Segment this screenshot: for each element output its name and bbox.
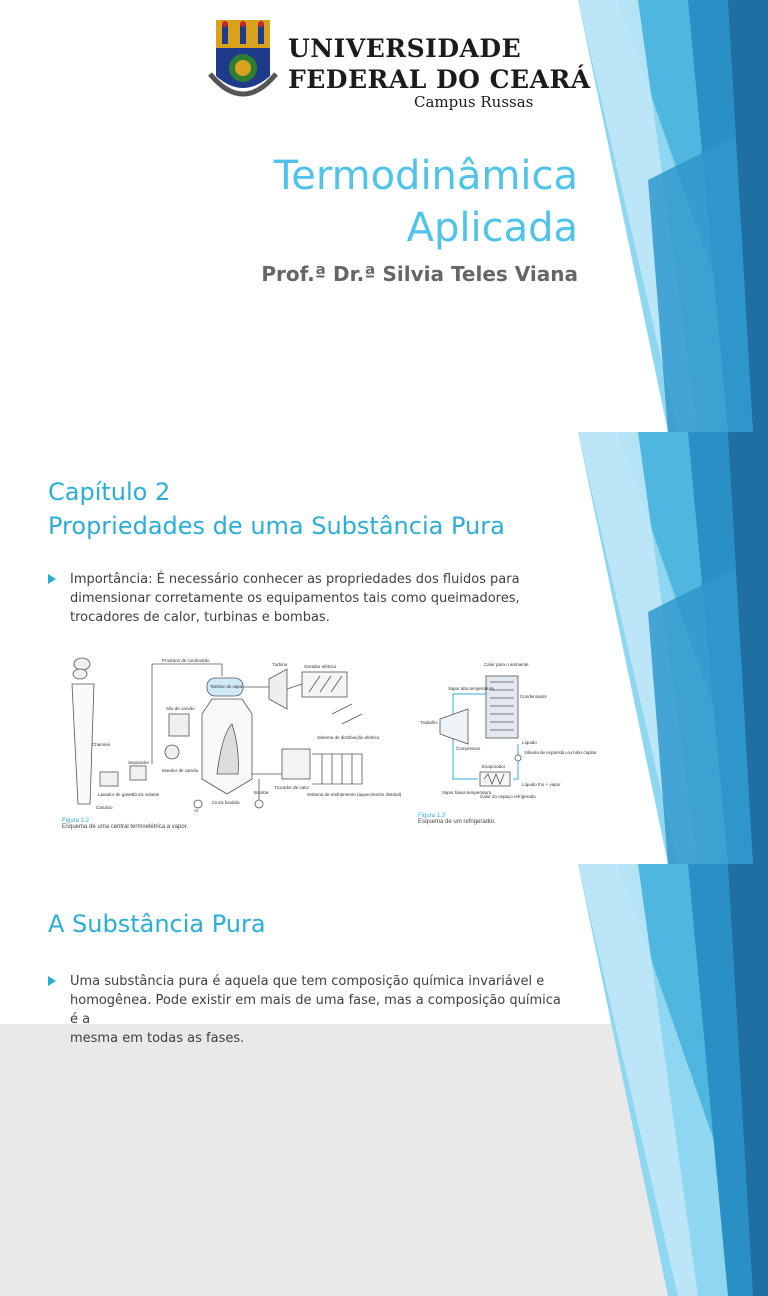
campus-name: Campus Russas [414, 93, 534, 111]
label-gerador: Gerador elétrico [304, 664, 337, 669]
label-compressor: Compressor [456, 746, 481, 751]
label-cinza-fundida: Cinza fundida [212, 800, 240, 805]
label-separador: Separador [128, 760, 150, 765]
decorative-triangles [578, 432, 768, 864]
label-liquido: Líquido [522, 740, 537, 745]
label-trabalho: Trabalho [420, 720, 438, 725]
label-evaporador: Evaporador [482, 764, 506, 769]
author-name: Prof.ª Dr.ª Silvia Teles Viana [261, 262, 578, 286]
figure-power-plant [62, 654, 402, 834]
label-vapor-alta: Vapor alta temperatura [448, 686, 494, 691]
label-ar: Ar [194, 808, 199, 813]
refrigerator-diagram [418, 654, 597, 809]
label-chamine: Chaminé [92, 742, 111, 747]
label-vapor-baixa: Vapor baixa temperatura [442, 790, 492, 795]
label-sistema-dist: Sistema de distribuição elétrico [317, 735, 380, 740]
label-silo: Silo de carvão [166, 706, 195, 711]
label-lavador: Lavador de gases [98, 792, 134, 797]
figure1-caption: Esquema de uma central termoelétrica a vapor. [62, 824, 189, 830]
bullet-arrow-icon [48, 976, 56, 986]
label-turbina: Turbina [272, 662, 288, 667]
bullet-line3: mesma em todas as fases. [70, 1031, 245, 1046]
bullet-line3: trocadores de calor, turbinas e bombas. [70, 610, 330, 625]
chapter-heading-line2: Propriedades de uma Substância Pura [48, 512, 505, 540]
figure2-label: Figura 1.3 [418, 813, 446, 819]
label-valvula: Válvula de expansão ou tubo capilar [524, 750, 597, 755]
label-calor-ambiente: Calor para o ambiente [484, 662, 529, 667]
label-liquido-vapor: Líquido frio + vapor [522, 782, 561, 787]
section-heading: A Substância Pura [48, 910, 266, 938]
ufc-crest-icon [208, 18, 278, 110]
bullet-arrow-icon [48, 574, 56, 584]
label-moedor: Moedor de carvão [162, 768, 199, 773]
power-plant-diagram [62, 654, 402, 814]
bullet-line1: Importância: É necessário conhecer as propriedades dos fluidos para [70, 572, 520, 587]
figure1-label: Figura 1.2 [62, 818, 90, 824]
substancia-pura-slide [0, 864, 768, 1046]
figure-refrigerator [418, 654, 597, 834]
label-produtos: Produtos de combustão [162, 658, 210, 663]
bullet-line1: Uma substância pura é aquela que tem composição química invariável e [70, 974, 545, 989]
chapter-slide [0, 432, 768, 864]
figure2-caption: Esquema de um refrigerador. [418, 819, 496, 825]
label-condensador: Condensador [520, 694, 548, 699]
university-name-line1: UNIVERSIDADE [288, 34, 522, 63]
decorative-triangles [578, 0, 768, 432]
label-sistema-resf: Sistema de resfriamento (aquecimento distrital) [307, 792, 402, 797]
university-logo [208, 18, 591, 111]
label-calcario: Calcário [96, 805, 113, 810]
chapter-heading-line1: Capítulo 2 [48, 478, 171, 506]
decorative-triangles [578, 864, 768, 1296]
bullet-definicao [48, 972, 568, 1048]
title-slide [0, 0, 768, 432]
bullet-importancia [48, 570, 568, 627]
label-bomba: Bomba [254, 790, 269, 795]
bullet-line2: dimensionar corretamente os equipamentos tais como queimadores, [70, 591, 520, 606]
label-cinza: Cinza volante [132, 792, 160, 797]
presentation-title-line2: Aplicada [406, 205, 578, 251]
university-name-line2: FEDERAL DO CEARÁ [288, 65, 591, 94]
bullet-line2: homogênea. Pode existir em mais de uma fase, mas a composição química é a [70, 993, 561, 1027]
label-trocador: Trocador de calor [274, 785, 310, 790]
label-tambor: Tambor de vapor [210, 684, 244, 689]
presentation-title-line1: Termodinâmica [273, 153, 578, 199]
label-calor-espaco: Calor do espaço refrigerado [480, 794, 536, 799]
